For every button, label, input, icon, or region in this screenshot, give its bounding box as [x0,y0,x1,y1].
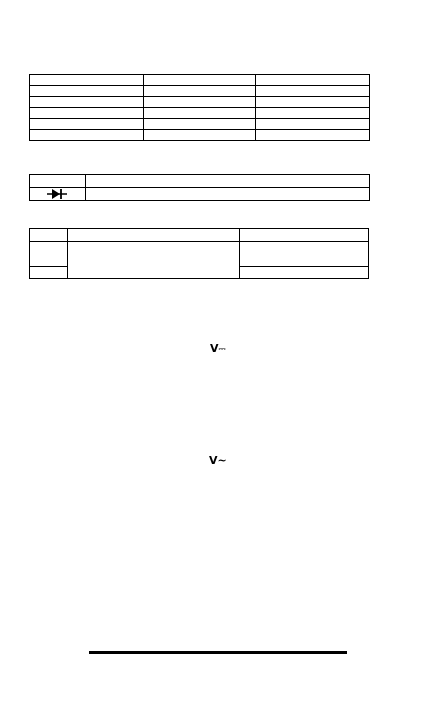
table-row [30,175,370,188]
table-row [30,242,369,267]
table-row [30,75,370,86]
table-row [30,188,370,201]
diode-icon [46,188,68,200]
table-row [30,229,369,242]
table-row [30,86,370,97]
table-row [30,108,370,119]
footer-rule [89,651,347,654]
ac-voltage-icon: V~ [209,454,227,467]
table-row [30,119,370,130]
range-table [29,74,370,141]
table-row [30,97,370,108]
diode-table [29,174,370,201]
dc-voltage-icon: V⎓ [210,342,226,355]
spec-table [29,228,369,279]
table-row [30,130,370,141]
